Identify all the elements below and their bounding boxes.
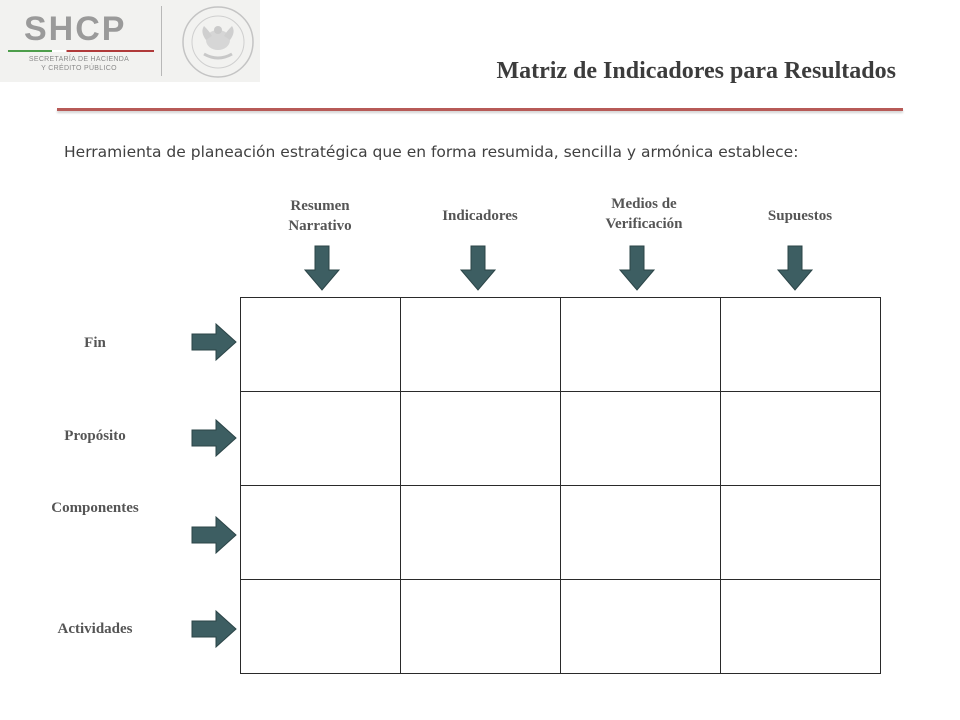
arrow-right-icon bbox=[190, 322, 238, 362]
arrow-down-icon bbox=[303, 244, 343, 292]
row-label-proposito: Propósito bbox=[64, 428, 126, 444]
matrix-cell bbox=[401, 580, 561, 674]
matrix-cell bbox=[561, 298, 721, 392]
matrix-cell bbox=[241, 298, 401, 392]
arrow-right-icon bbox=[190, 515, 238, 555]
matrix-cell bbox=[241, 580, 401, 674]
matrix-row-proposito bbox=[241, 392, 881, 486]
column-header-indicadores bbox=[405, 206, 555, 226]
matrix-row-componentes bbox=[241, 486, 881, 580]
national-seal-icon bbox=[180, 4, 256, 80]
matrix-cell bbox=[721, 298, 881, 392]
intro-text: Herramienta de planeación estratégica que en forma resumida, sencilla y armónica establece: bbox=[64, 143, 799, 161]
matrix-cell bbox=[721, 486, 881, 580]
matrix-cell bbox=[401, 486, 561, 580]
arrow-down-icon bbox=[459, 244, 499, 292]
page-title: Matriz de Indicadores para Resultados bbox=[496, 58, 896, 84]
row-label-componentes: Componentes bbox=[51, 500, 139, 516]
arrow-right-icon bbox=[190, 418, 238, 458]
matrix-cell bbox=[561, 392, 721, 486]
matrix-cell bbox=[241, 392, 401, 486]
column-header-line1: Supuestos bbox=[767, 208, 833, 224]
column-header-supuestos bbox=[725, 206, 875, 226]
column-header-medios-de-verificacion bbox=[569, 194, 719, 234]
matrix-cell bbox=[721, 580, 881, 674]
arrow-down-icon bbox=[618, 244, 658, 292]
column-header-resumen-narrativo bbox=[245, 196, 395, 236]
column-header-line1: Indicadores bbox=[442, 208, 518, 224]
logo-subtitle-line1: SECRETARÍA DE HACIENDA bbox=[28, 56, 130, 63]
column-header-line2: Verificación bbox=[605, 216, 683, 232]
matrix-row-fin bbox=[241, 298, 881, 392]
logo-divider bbox=[161, 6, 162, 76]
matrix-cell bbox=[561, 486, 721, 580]
arrow-down-icon bbox=[776, 244, 816, 292]
column-header-line1: Resumen bbox=[290, 198, 350, 214]
arrow-right-icon bbox=[190, 609, 238, 649]
column-header-line1: Medios de bbox=[611, 196, 677, 212]
row-label-fin: Fin bbox=[84, 335, 106, 351]
shcp-logo bbox=[0, 0, 260, 82]
column-header-line2: Narrativo bbox=[288, 218, 352, 234]
matrix-cell bbox=[401, 298, 561, 392]
matrix-cell bbox=[721, 392, 881, 486]
row-label-actividades: Actividades bbox=[57, 621, 133, 637]
matrix-cell bbox=[561, 580, 721, 674]
matrix-row-actividades bbox=[241, 580, 881, 674]
matrix-cell bbox=[401, 392, 561, 486]
logo-tricolor-line bbox=[8, 50, 154, 52]
matrix-cell bbox=[241, 486, 401, 580]
logo-subtitle bbox=[24, 55, 134, 73]
title-divider bbox=[57, 108, 903, 111]
logo-wordmark: SHCP bbox=[24, 10, 127, 48]
matrix-table bbox=[240, 297, 881, 674]
logo-subtitle-line2: Y CRÉDITO PÚBLICO bbox=[41, 65, 117, 72]
